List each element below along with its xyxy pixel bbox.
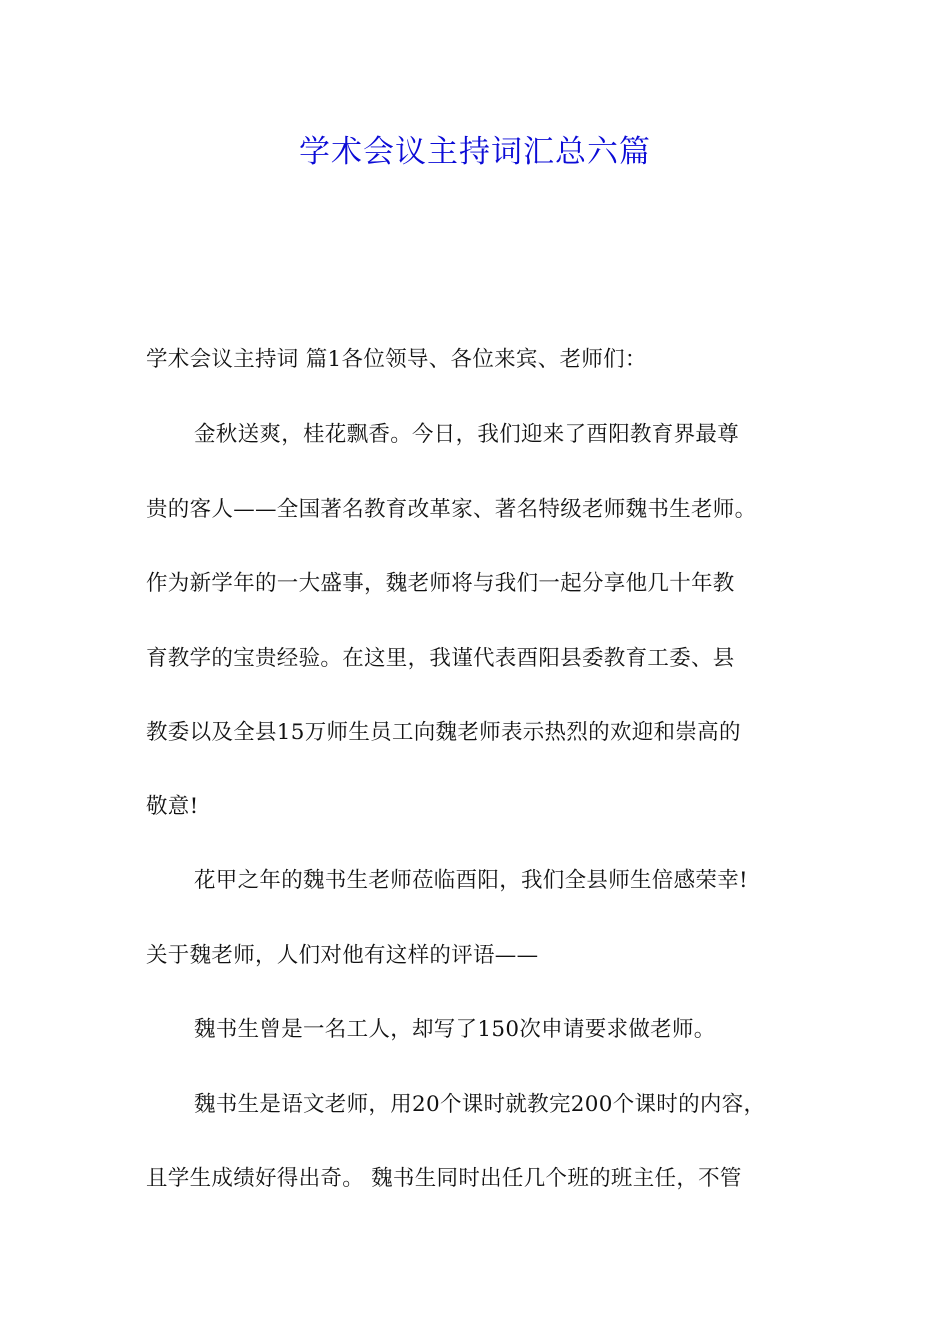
text-line: 关于魏老师，人们对他有这样的评语—— [146,943,539,968]
text-line: 魏书生是语文老师，用20个课时就教完200个课时的内容， [194,1092,766,1117]
text-line: 花甲之年的魏书生老师莅临酉阳，我们全县师生倍感荣幸! [194,868,748,893]
text-line: 学术会议主持词 篇1各位领导、各位来宾、老师们： [146,347,647,372]
text-line: 教委以及全县15万师生员工向魏老师表示热烈的欢迎和崇高的 [146,720,741,745]
text-line: 贵的客人——全国著名教育改革家、著名特级老师魏书生老师。 [146,497,757,522]
text-line: 作为新学年的一大盛事，魏老师将与我们一起分享他几十年教 [146,571,735,596]
text-line: 育教学的宝贵经验。在这里，我谨代表酉阳县委教育工委、县 [146,646,735,671]
document-title: 学术会议主持词汇总六篇 [299,134,651,170]
text-line: 敬意! [146,794,199,819]
text-line: 金秋送爽，桂花飘香。今日，我们迎来了酉阳教育界最尊 [194,422,740,447]
text-line: 魏书生曾是一名工人，却写了150次申请要求做老师。 [194,1017,716,1042]
text-line: 且学生成绩好得出奇。 魏书生同时出任几个班的班主任，不管 [146,1166,742,1191]
